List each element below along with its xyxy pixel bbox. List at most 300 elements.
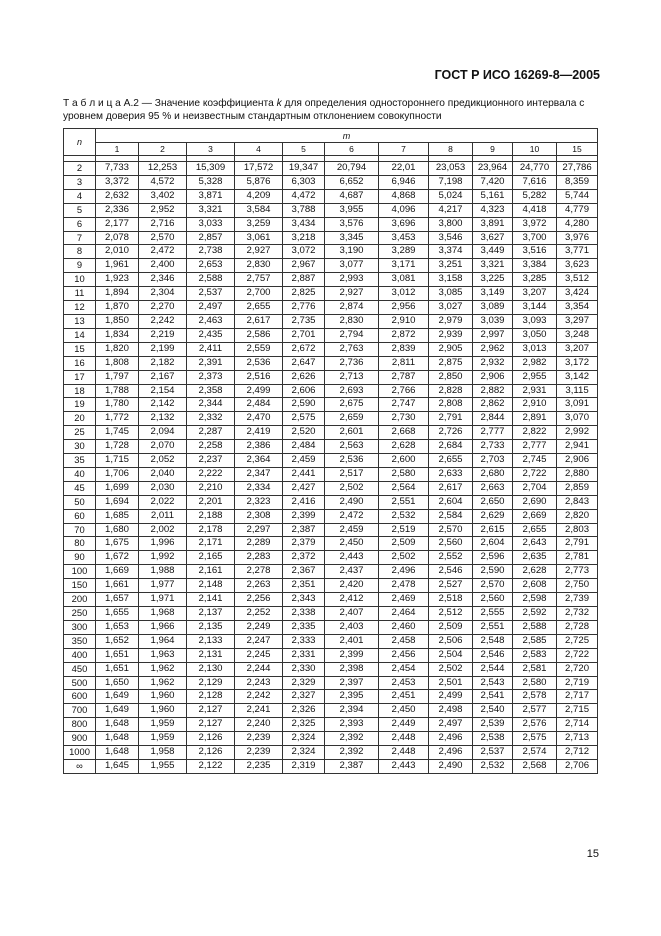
- value-cell: 2,518: [429, 593, 473, 607]
- value-cell: 2,484: [283, 440, 325, 454]
- value-cell: 2,478: [379, 579, 429, 593]
- n-cell: 20: [64, 412, 96, 426]
- table-row: [64, 467, 598, 481]
- table-row: [64, 759, 598, 773]
- value-cell: 3,576: [325, 217, 379, 231]
- m-value-header: 4: [235, 143, 283, 156]
- value-cell: 2,453: [379, 676, 429, 690]
- value-cell: 2,575: [513, 732, 557, 746]
- value-cell: 2,171: [187, 537, 235, 551]
- value-cell: 3,081: [379, 273, 429, 287]
- value-cell: 2,137: [187, 607, 235, 621]
- value-cell: 5,024: [429, 189, 473, 203]
- value-cell: 2,739: [557, 593, 598, 607]
- value-cell: 2,728: [557, 620, 598, 634]
- value-cell: 2,927: [235, 245, 283, 259]
- value-cell: 3,512: [557, 273, 598, 287]
- value-cell: 3,027: [429, 301, 473, 315]
- value-cell: 2,803: [557, 523, 598, 537]
- value-cell: 2,242: [235, 690, 283, 704]
- value-cell: 2,502: [325, 481, 379, 495]
- value-cell: 2,580: [379, 467, 429, 481]
- value-cell: 2,249: [235, 620, 283, 634]
- value-cell: 2,448: [379, 732, 429, 746]
- value-cell: 2,161: [187, 565, 235, 579]
- value-cell: 2,127: [187, 718, 235, 732]
- value-cell: 1,655: [96, 607, 139, 621]
- value-cell: 2,011: [139, 509, 187, 523]
- value-cell: 2,244: [235, 662, 283, 676]
- value-cell: 2,880: [557, 467, 598, 481]
- value-cell: 3,384: [513, 259, 557, 273]
- value-cell: 3,402: [139, 189, 187, 203]
- value-cell: 2,626: [283, 370, 325, 384]
- value-cell: 2,730: [379, 412, 429, 426]
- value-cell: 2,448: [379, 746, 429, 760]
- value-cell: 2,732: [557, 607, 598, 621]
- value-cell: 2,604: [473, 537, 513, 551]
- value-cell: 2,906: [557, 454, 598, 468]
- n-cell: 30: [64, 440, 96, 454]
- value-cell: 2,713: [557, 732, 598, 746]
- value-cell: 2,979: [429, 314, 473, 328]
- m-value-header: 15: [557, 143, 598, 156]
- value-cell: 2,693: [325, 384, 379, 398]
- value-cell: 2,617: [429, 481, 473, 495]
- n-cell: 350: [64, 634, 96, 648]
- value-cell: 2,451: [379, 690, 429, 704]
- value-cell: 23,053: [429, 162, 473, 176]
- value-cell: 2,327: [283, 690, 325, 704]
- value-cell: 2,539: [473, 718, 513, 732]
- value-cell: 2,182: [139, 356, 187, 370]
- value-cell: 2,392: [325, 732, 379, 746]
- table-row: [64, 162, 598, 176]
- value-cell: 2,435: [187, 328, 235, 342]
- value-cell: 2,411: [187, 342, 235, 356]
- value-cell: 2,519: [379, 523, 429, 537]
- value-cell: 3,144: [513, 301, 557, 315]
- value-cell: 15,309: [187, 162, 235, 176]
- value-cell: 2,862: [473, 398, 513, 412]
- value-cell: 3,453: [379, 231, 429, 245]
- value-cell: 2,437: [325, 565, 379, 579]
- value-cell: 2,551: [379, 495, 429, 509]
- value-cell: 2,334: [235, 481, 283, 495]
- value-cell: 2,808: [429, 398, 473, 412]
- value-cell: 2,142: [139, 398, 187, 412]
- value-cell: 2,329: [283, 676, 325, 690]
- table-row: [64, 231, 598, 245]
- value-cell: 2,490: [325, 495, 379, 509]
- value-cell: 1,894: [96, 287, 139, 301]
- value-cell: 2,574: [513, 746, 557, 760]
- value-cell: 2,584: [429, 509, 473, 523]
- value-cell: 1,648: [96, 718, 139, 732]
- value-cell: 2,278: [235, 565, 283, 579]
- m-value-header: 2: [139, 143, 187, 156]
- n-cell: 11: [64, 287, 96, 301]
- n-cell: 50: [64, 495, 96, 509]
- value-cell: 2,070: [139, 440, 187, 454]
- value-cell: 3,297: [557, 314, 598, 328]
- table-row: [64, 440, 598, 454]
- value-cell: 3,871: [187, 189, 235, 203]
- value-cell: 2,416: [283, 495, 325, 509]
- value-cell: 3,976: [557, 231, 598, 245]
- value-cell: 2,763: [325, 342, 379, 356]
- value-cell: 1,745: [96, 426, 139, 440]
- m-value-header: 7: [379, 143, 429, 156]
- value-cell: 1,675: [96, 537, 139, 551]
- value-cell: 2,633: [429, 467, 473, 481]
- value-cell: 2,830: [325, 314, 379, 328]
- n-cell: 45: [64, 481, 96, 495]
- table-row: [64, 690, 598, 704]
- value-cell: 2,927: [325, 287, 379, 301]
- value-cell: 8,359: [557, 175, 598, 189]
- value-cell: 2,509: [429, 620, 473, 634]
- value-cell: 2,387: [325, 759, 379, 773]
- value-cell: 2,450: [379, 704, 429, 718]
- value-cell: 2,499: [429, 690, 473, 704]
- value-cell: 2,962: [473, 342, 513, 356]
- value-cell: 2,559: [235, 342, 283, 356]
- value-cell: 2,239: [235, 746, 283, 760]
- value-cell: 2,576: [513, 718, 557, 732]
- value-cell: 1,651: [96, 648, 139, 662]
- value-cell: 2,336: [96, 203, 139, 217]
- value-cell: 20,794: [325, 162, 379, 176]
- table-body: [64, 156, 598, 774]
- value-cell: 2,738: [187, 245, 235, 259]
- value-cell: 2,335: [283, 620, 325, 634]
- value-cell: 2,825: [283, 287, 325, 301]
- value-cell: 2,538: [473, 732, 513, 746]
- value-cell: 2,235: [235, 759, 283, 773]
- value-cell: 2,766: [379, 384, 429, 398]
- value-cell: 1,834: [96, 328, 139, 342]
- m-value-header: 6: [325, 143, 379, 156]
- value-cell: 2,130: [187, 662, 235, 676]
- table-row: [64, 314, 598, 328]
- value-cell: 2,872: [379, 328, 429, 342]
- value-cell: 7,616: [513, 175, 557, 189]
- value-cell: 4,472: [283, 189, 325, 203]
- value-cell: 2,997: [473, 328, 513, 342]
- n-cell: 12: [64, 301, 96, 315]
- value-cell: 2,199: [139, 342, 187, 356]
- value-cell: 3,627: [473, 231, 513, 245]
- value-cell: 2,544: [473, 662, 513, 676]
- value-cell: 1,963: [139, 648, 187, 662]
- value-cell: 3,072: [283, 245, 325, 259]
- value-cell: 3,546: [429, 231, 473, 245]
- value-cell: 3,259: [235, 217, 283, 231]
- value-cell: 2,177: [96, 217, 139, 231]
- value-cell: 2,956: [379, 301, 429, 315]
- value-cell: 2,502: [379, 551, 429, 565]
- table-row: [64, 203, 598, 217]
- value-cell: 2,358: [187, 384, 235, 398]
- value-cell: 1,996: [139, 537, 187, 551]
- value-cell: 1,968: [139, 607, 187, 621]
- value-cell: 2,463: [187, 314, 235, 328]
- n-cell: 16: [64, 356, 96, 370]
- caption-suffix: для определения одностороннего предикционного интервала с уровнем доверия 95 % и неизвестным стандартным отклонением совокупности: [63, 98, 585, 122]
- value-cell: 2,297: [235, 523, 283, 537]
- value-cell: 4,280: [557, 217, 598, 231]
- value-cell: 3,955: [325, 203, 379, 217]
- value-cell: 2,126: [187, 732, 235, 746]
- value-cell: 2,502: [429, 662, 473, 676]
- value-cell: 2,703: [473, 454, 513, 468]
- value-cell: 2,777: [473, 426, 513, 440]
- value-cell: 2,750: [557, 579, 598, 593]
- value-cell: 2,581: [513, 662, 557, 676]
- table-row: [64, 273, 598, 287]
- value-cell: 2,398: [325, 662, 379, 676]
- value-cell: 2,247: [235, 634, 283, 648]
- n-cell: 18: [64, 384, 96, 398]
- table-row: [64, 217, 598, 231]
- value-cell: 3,207: [513, 287, 557, 301]
- value-cell: 2,628: [513, 565, 557, 579]
- value-cell: 3,372: [96, 175, 139, 189]
- value-cell: 2,364: [235, 454, 283, 468]
- value-cell: 2,330: [283, 662, 325, 676]
- value-cell: 2,643: [513, 537, 557, 551]
- table-row: [64, 398, 598, 412]
- m-values-row: [64, 143, 598, 156]
- value-cell: 2,499: [235, 384, 283, 398]
- value-cell: 2,577: [513, 704, 557, 718]
- value-cell: 2,629: [473, 509, 513, 523]
- value-cell: 2,391: [187, 356, 235, 370]
- value-cell: 3,696: [379, 217, 429, 231]
- value-cell: 2,324: [283, 732, 325, 746]
- value-cell: 2,256: [235, 593, 283, 607]
- value-cell: 4,572: [139, 175, 187, 189]
- value-cell: 2,628: [379, 440, 429, 454]
- table-row: [64, 328, 598, 342]
- value-cell: 2,333: [283, 634, 325, 648]
- value-cell: 2,283: [235, 551, 283, 565]
- value-cell: 2,560: [473, 593, 513, 607]
- n-cell: 35: [64, 454, 96, 468]
- value-cell: 2,346: [139, 273, 187, 287]
- value-cell: 2,344: [187, 398, 235, 412]
- table-row: [64, 495, 598, 509]
- value-cell: 12,253: [139, 162, 187, 176]
- value-cell: 2,716: [139, 217, 187, 231]
- table-row: [64, 245, 598, 259]
- table-row: [64, 648, 598, 662]
- value-cell: 3,115: [557, 384, 598, 398]
- value-cell: 1,651: [96, 662, 139, 676]
- value-cell: 3,171: [379, 259, 429, 273]
- value-cell: 2,830: [235, 259, 283, 273]
- value-cell: 3,434: [283, 217, 325, 231]
- value-cell: 2,655: [513, 523, 557, 537]
- value-cell: 5,161: [473, 189, 513, 203]
- value-cell: 23,964: [473, 162, 513, 176]
- value-cell: 2,546: [429, 565, 473, 579]
- value-cell: 2,459: [325, 523, 379, 537]
- n-header: n: [64, 129, 96, 156]
- n-cell: 6: [64, 217, 96, 231]
- value-cell: 4,323: [473, 203, 513, 217]
- value-cell: 2,372: [283, 551, 325, 565]
- value-cell: 2,537: [473, 746, 513, 760]
- value-cell: 1,653: [96, 620, 139, 634]
- page-number: 15: [586, 848, 599, 860]
- value-cell: 2,906: [473, 370, 513, 384]
- value-cell: 3,285: [513, 273, 557, 287]
- value-cell: 2,672: [283, 342, 325, 356]
- value-cell: 2,719: [557, 676, 598, 690]
- table-row: [64, 481, 598, 495]
- value-cell: 2,367: [283, 565, 325, 579]
- value-cell: 1,780: [96, 398, 139, 412]
- value-cell: 2,733: [473, 440, 513, 454]
- value-cell: 2,506: [429, 634, 473, 648]
- value-cell: 2,496: [429, 746, 473, 760]
- value-cell: 6,652: [325, 175, 379, 189]
- value-cell: 2,850: [429, 370, 473, 384]
- value-cell: 2,650: [473, 495, 513, 509]
- value-cell: 2,891: [513, 412, 557, 426]
- value-cell: 2,040: [139, 467, 187, 481]
- value-cell: 2,141: [187, 593, 235, 607]
- value-cell: 2,132: [139, 412, 187, 426]
- n-cell: 200: [64, 593, 96, 607]
- value-cell: 2,148: [187, 579, 235, 593]
- table-row: [64, 287, 598, 301]
- value-cell: 2,460: [379, 620, 429, 634]
- value-cell: 2,839: [379, 342, 429, 356]
- table-row: [64, 454, 598, 468]
- value-cell: 2,201: [187, 495, 235, 509]
- value-cell: 1,955: [139, 759, 187, 773]
- value-cell: 2,590: [283, 398, 325, 412]
- value-cell: 3,089: [473, 301, 513, 315]
- value-cell: 4,868: [379, 189, 429, 203]
- value-cell: 2,258: [187, 440, 235, 454]
- value-cell: 4,418: [513, 203, 557, 217]
- value-cell: 2,787: [379, 370, 429, 384]
- value-cell: 2,343: [283, 593, 325, 607]
- table-row: [64, 620, 598, 634]
- value-cell: 2,407: [325, 607, 379, 621]
- value-cell: 1,964: [139, 634, 187, 648]
- value-cell: 2,325: [283, 718, 325, 732]
- value-cell: 2,323: [235, 495, 283, 509]
- value-cell: 2,498: [429, 704, 473, 718]
- value-cell: 2,588: [513, 620, 557, 634]
- value-cell: 2,393: [325, 718, 379, 732]
- value-cell: 1,966: [139, 620, 187, 634]
- value-cell: 2,243: [235, 676, 283, 690]
- value-cell: 5,328: [187, 175, 235, 189]
- value-cell: 2,387: [283, 523, 325, 537]
- value-cell: 2,129: [187, 676, 235, 690]
- value-cell: 1,820: [96, 342, 139, 356]
- value-cell: 1,772: [96, 412, 139, 426]
- value-cell: 2,252: [235, 607, 283, 621]
- value-cell: 1,694: [96, 495, 139, 509]
- value-cell: 2,347: [235, 467, 283, 481]
- value-cell: 1,870: [96, 301, 139, 315]
- value-cell: 2,570: [429, 523, 473, 537]
- value-cell: 2,222: [187, 467, 235, 481]
- value-cell: 2,501: [429, 676, 473, 690]
- value-cell: 2,497: [429, 718, 473, 732]
- value-cell: 17,572: [235, 162, 283, 176]
- table-row: [64, 565, 598, 579]
- value-cell: 2,955: [513, 370, 557, 384]
- value-cell: 2,546: [473, 648, 513, 662]
- value-cell: 2,490: [429, 759, 473, 773]
- value-cell: 2,939: [429, 328, 473, 342]
- value-cell: 2,701: [283, 328, 325, 342]
- value-cell: 2,532: [379, 509, 429, 523]
- value-cell: 1,728: [96, 440, 139, 454]
- value-cell: 2,454: [379, 662, 429, 676]
- value-cell: 2,548: [473, 634, 513, 648]
- value-cell: 1,850: [96, 314, 139, 328]
- value-cell: 2,154: [139, 384, 187, 398]
- value-cell: 3,321: [473, 259, 513, 273]
- value-cell: 3,516: [513, 245, 557, 259]
- value-cell: 2,443: [379, 759, 429, 773]
- value-cell: 3,061: [235, 231, 283, 245]
- value-cell: 2,304: [139, 287, 187, 301]
- value-cell: 3,354: [557, 301, 598, 315]
- value-cell: 3,248: [557, 328, 598, 342]
- m-value-header: 8: [429, 143, 473, 156]
- value-cell: 3,251: [429, 259, 473, 273]
- value-cell: 2,541: [473, 690, 513, 704]
- value-cell: 2,585: [513, 634, 557, 648]
- value-cell: 2,237: [187, 454, 235, 468]
- value-cell: 2,578: [513, 690, 557, 704]
- value-cell: 2,135: [187, 620, 235, 634]
- value-cell: 2,319: [283, 759, 325, 773]
- caption-prefix: Т а б л и ц а А.2 — Значение коэффициента: [63, 98, 277, 109]
- n-cell: 500: [64, 676, 96, 690]
- value-cell: 2,568: [513, 759, 557, 773]
- value-cell: 2,517: [325, 467, 379, 481]
- n-cell: 3: [64, 175, 96, 189]
- value-cell: 3,225: [473, 273, 513, 287]
- n-cell: 17: [64, 370, 96, 384]
- n-cell: 40: [64, 467, 96, 481]
- value-cell: 2,859: [557, 481, 598, 495]
- value-cell: 2,598: [513, 593, 557, 607]
- value-cell: 2,820: [557, 509, 598, 523]
- value-cell: 5,876: [235, 175, 283, 189]
- table-row: [64, 593, 598, 607]
- value-cell: 3,218: [283, 231, 325, 245]
- value-cell: 2,241: [235, 704, 283, 718]
- value-cell: 2,459: [283, 454, 325, 468]
- value-cell: 4,779: [557, 203, 598, 217]
- value-cell: 2,604: [429, 495, 473, 509]
- value-cell: 2,583: [513, 648, 557, 662]
- value-cell: 3,013: [513, 342, 557, 356]
- value-cell: 2,332: [187, 412, 235, 426]
